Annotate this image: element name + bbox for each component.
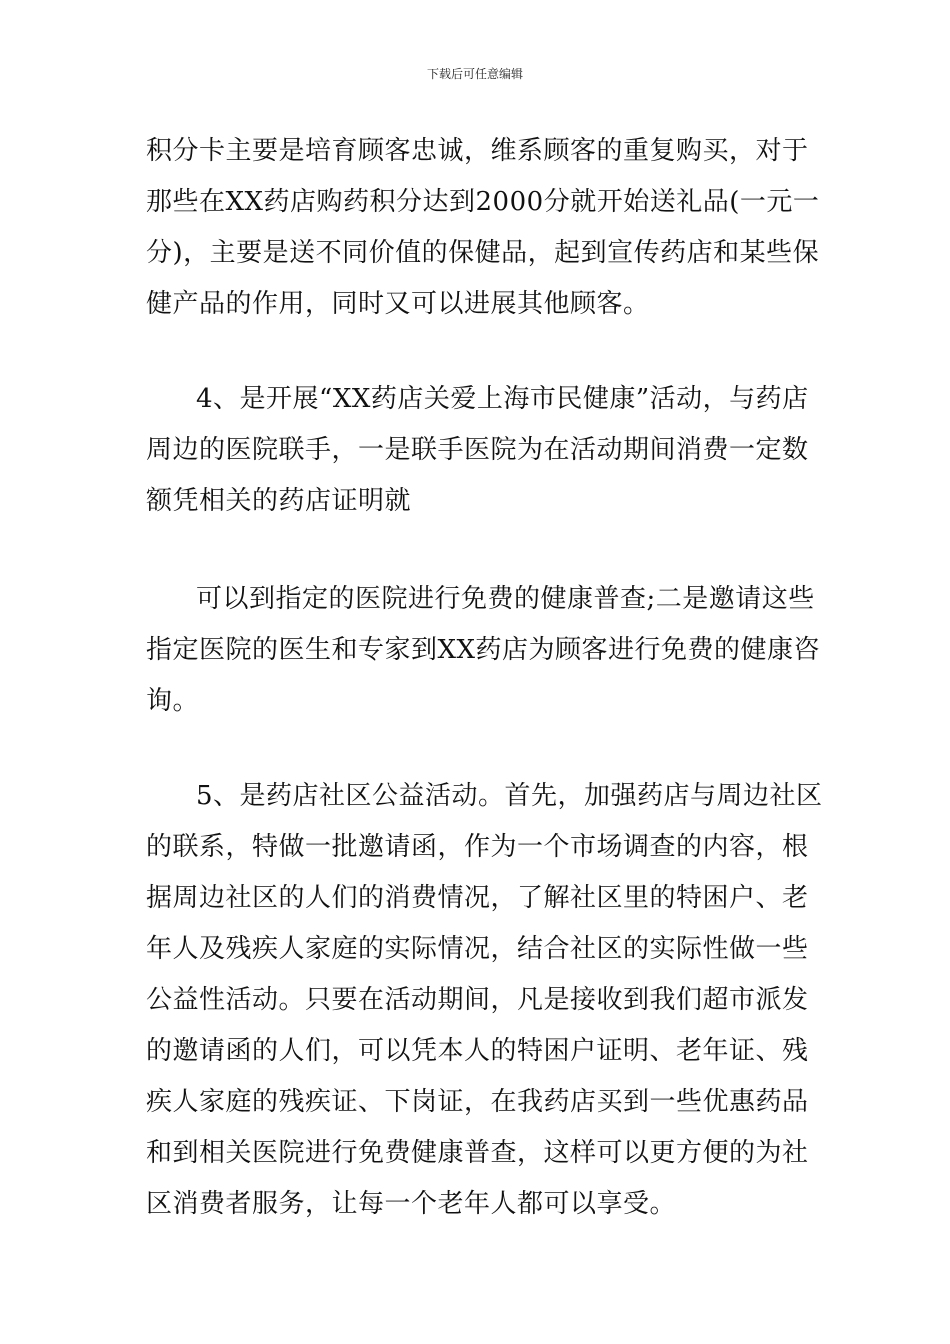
text-line: 可以到指定的医院进行免费的健康普查;二是邀请这些 — [196, 584, 815, 614]
text-line: 额凭相关的药店证明就 — [146, 486, 412, 516]
paragraph-health-campaign — [146, 374, 808, 527]
paragraph-community-welfare — [146, 771, 823, 1230]
text-line: 和到相关医院进行免费健康普查，这样可以更方便的为社 — [146, 1138, 809, 1168]
text-line: 那些在XX药店购药积分达到2000分就开始送礼品(一元一 — [146, 187, 820, 217]
text-line: 的邀请函的人们，可以凭本人的特困户证明、老年证、残 — [146, 1036, 809, 1066]
text-line: 5、是药店社区公益活动。首先，加强药店与周边社区 — [196, 781, 823, 811]
text-line: 指定医院的医生和专家到XX药店为顾客进行免费的健康咨 — [146, 635, 821, 665]
paragraph-loyalty-card — [146, 126, 820, 330]
text-line: 据周边社区的人们的消费情况，了解社区里的特困户、老 — [146, 883, 809, 913]
text-line: 周边的医院联手，一是联手医院为在活动期间消费一定数 — [146, 435, 809, 465]
paragraph-free-checkup — [146, 574, 821, 727]
page-header: 下载后可任意编辑 — [426, 67, 523, 81]
text-line: 分)，主要是送不同价值的保健品，起到宣传药店和某些保 — [146, 238, 820, 268]
text-line: 积分卡主要是培育顾客忠诚，维系顾客的重复购买，对于 — [146, 136, 809, 166]
text-line: 询。 — [146, 686, 200, 716]
text-line: 健产品的作用，同时又可以进展其他顾客。 — [146, 289, 650, 319]
text-line: 年人及残疾人家庭的实际情况，结合社区的实际性做一些 — [146, 934, 809, 964]
text-line: 的联系，特做一批邀请函，作为一个市场调查的内容，根 — [146, 832, 809, 862]
text-line: 4、是开展“XX药店关爱上海市民健康”活动，与药店 — [196, 384, 809, 414]
text-line: 区消费者服务，让每一个老年人都可以享受。 — [146, 1189, 677, 1219]
text-line: 公益性活动。只要在活动期间，凡是接收到我们超市派发 — [146, 985, 809, 1015]
text-line: 疾人家庭的残疾证、下岗证，在我药店买到一些优惠药品 — [146, 1087, 809, 1117]
